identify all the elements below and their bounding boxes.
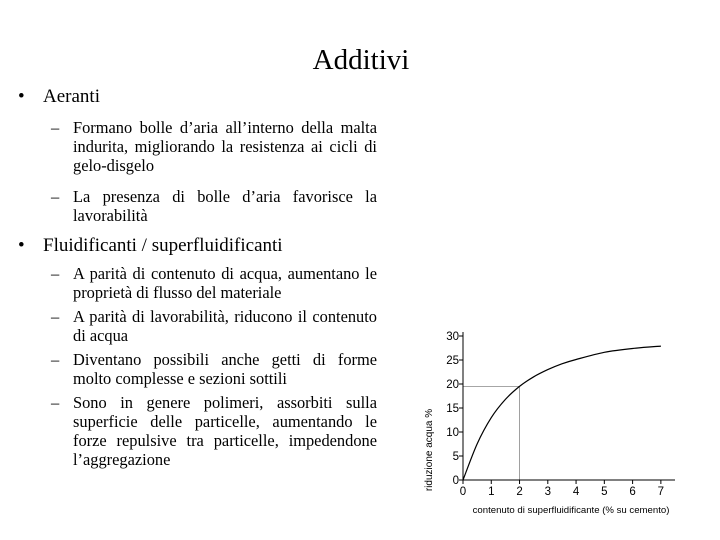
series-line <box>463 346 661 480</box>
sub-bullet-text: Diventano possibili anche getti di forme molto complesse e sezioni sottili <box>73 350 377 388</box>
x-tick-label: 2 <box>516 486 523 498</box>
x-tick-label: 7 <box>657 486 665 498</box>
bullet-label: Fluidificanti / superfluidificanti <box>43 235 283 256</box>
x-tick-label: 4 <box>572 486 580 498</box>
bullet-label: Aeranti <box>43 86 100 107</box>
y-tick-label: 20 <box>446 379 459 391</box>
x-tick-label: 6 <box>629 486 636 498</box>
y-axis-label: riduzione acqua % <box>424 408 435 492</box>
sub-bullet-text: A parità di contenuto di acqua, aumentano le proprietà di flusso del materiale <box>73 264 377 302</box>
slide-title: Additivi <box>312 44 410 76</box>
y-tick-label: 30 <box>446 331 459 343</box>
y-tick-label: 15 <box>446 403 459 415</box>
x-tick-label: 0 <box>459 486 467 498</box>
sub-bullet-text: La presenza di bolle d’aria favorisce la lavorabilità <box>73 187 377 225</box>
superfluidificante-chart <box>420 322 710 522</box>
y-tick-label: 25 <box>446 355 459 367</box>
x-axis-label: contenuto di superfluidificante (% su cemento) <box>472 505 670 516</box>
sub-bullet-text: Sono in genere polimeri, assorbiti sulla superficie delle particelle, aumentando le forze repulsive tra particelle, impedendone l’aggregazione <box>73 393 377 469</box>
y-tick-label: 5 <box>452 451 459 463</box>
x-tick-label: 1 <box>488 486 495 498</box>
x-tick-label: 5 <box>601 486 608 498</box>
y-tick-label: 0 <box>452 475 459 487</box>
sub-bullet-text: Formano bolle d’aria all’interno della malta indurita, migliorando la resistenza ai cicli di gelo-disgelo <box>73 118 377 175</box>
y-tick-label: 10 <box>446 427 459 439</box>
x-tick-label: 3 <box>544 486 552 498</box>
sub-bullet-text: A parità di lavorabilità, riducono il contenuto di acqua <box>73 307 377 345</box>
